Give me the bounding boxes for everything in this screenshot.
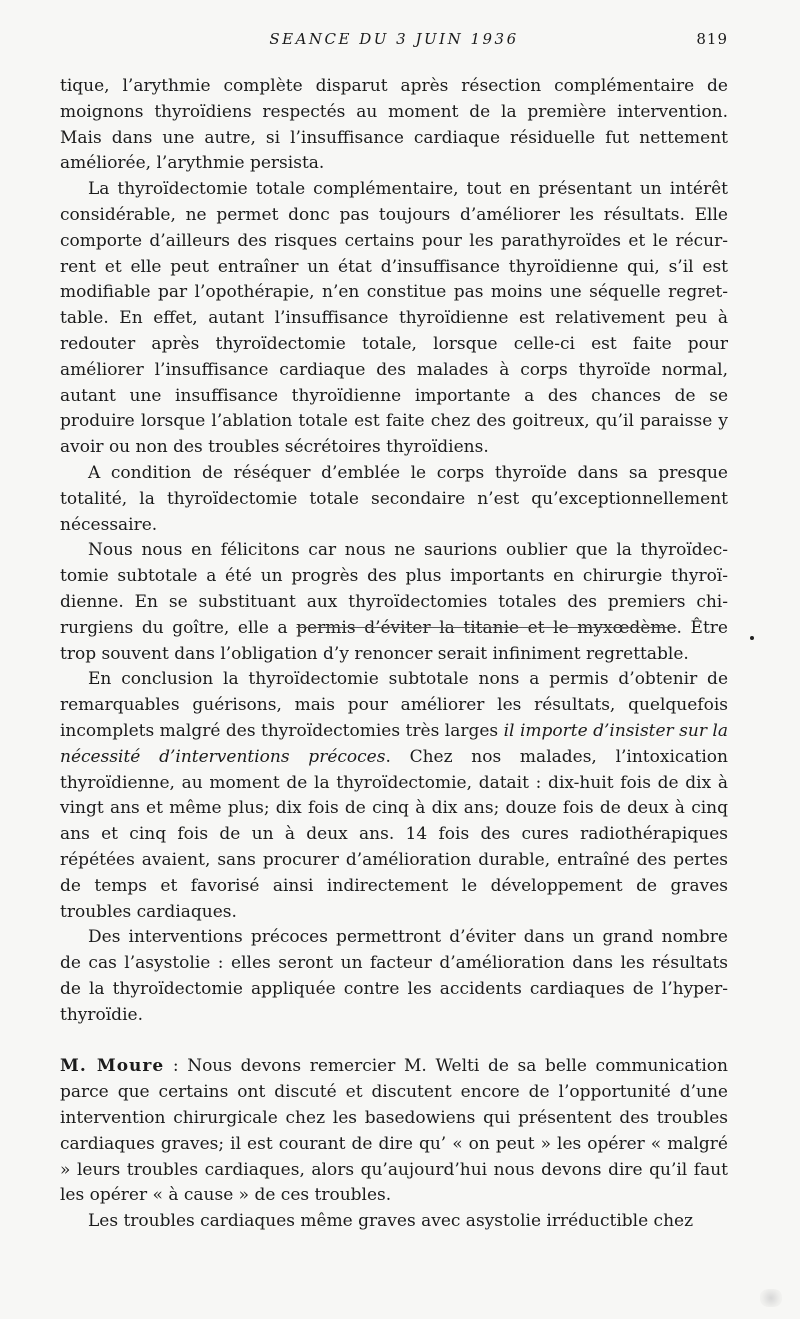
paragraph-2: La thyroïdectomie totale complémentaire, tout en présentant un intérêt considérable, ne permet donc pas toujours d’améliorer les résultats. Elle comporte d’ailleurs des risques certains pour les parathyroïdes et le récurrent et elle peut entraîner un état d’insuffisance thyroïdienne qui, s’il est modifiable par l’opothérapie, n’en constitue pas moins une séquelle regrettable. En effet, autant l’insuffisance thyroïdienne est relativement peu à redouter après thyroïdectomie totale, lorsque celle-ci est faite pour améliorer l’insuffisance cardiaque des malades à corps thyroïde normal, autant une insuffisance thyroïdienne importante a des chances de se produire lorsque l’ablation totale est faite chez des goitreux, qu’il paraisse y avoir ou non des troubles sécrétoires thyroïdiens. (60, 179, 728, 458)
body-text (60, 74, 728, 1235)
paragraph-4-start: Nous nous en félicitons car nous ne saurions oublier que la thyroïdectomie subtotale a été un progrès des plus importants en chirurgie thyroïdienne. En se substituant aux thyroïdectomies totales des premiers chirurgiens du goître, elle a (60, 540, 728, 638)
paragraph-8: Les troubles cardiaques même graves avec asystolie irréductible chez (88, 1211, 694, 1232)
paragraph-4-end: . Être trop souvent dans l’obligation d’y renoncer serait infiniment regrettable. (60, 617, 728, 664)
margin-mark (750, 636, 754, 640)
paragraph-5-start: En conclusion la thyroïdectomie subtotale nons a permis d’obtenir de remarquables guérisons, mais pour améliorer les résultats, quelquefois incomplets malgré des thyroïdectomies très larges (60, 669, 728, 741)
italic-phrase: il importe d’insister sur la nécessité d’interventions précoces (60, 720, 728, 767)
paragraph-5 (60, 667, 728, 925)
paragraph-7-text: : Nous devons remercier M. Welti de sa belle communication parce que certains ont discuté et discutent encore de l’opportunité d’une intervention chirurgicale chez les basedowiens qui présentent des troubles cardiaques graves; il est courant de dire qu’ « on peut » les opérer « malgré » leurs troubles cardiaques, alors qu’aujourd’hui nous devons dire qu’il faut les opérer « à cause » de ces troubles. (60, 1056, 728, 1206)
paragraph-3: A condition de réséquer d’emblée le corps thyroïde dans sa presque totalité, la thyroïdectomie totale secondaire n’est qu’exceptionnellement nécessaire. (60, 462, 728, 535)
speaker-name: M. Moure (60, 1056, 165, 1077)
corner-smudge (760, 1289, 782, 1307)
running-header (60, 30, 728, 56)
struck-phrase: permis d’éviter la titanie et le myxœdème (296, 617, 677, 638)
paragraph-6: Des interventions précoces permettront d’éviter dans un grand nombre de cas l’asystolie : elles seront un facteur d’amélioration dans les résultats de la thyroïdectomie appliquée contre les accidents cardiaques de l’hyperthyroïdie. (60, 927, 728, 1025)
paragraph-5-end: . Chez nos malades, l’intoxication thyroïdienne, au moment de la thyroïdectomie, datait : dix-huit fois de dix à vingt ans et même plus; dix fois de cinq à dix ans; douze fois de deux à cinq ans et cinq fois de un à deux ans. 14 fois des cures radiothérapiques répétées avaient, sans procurer d’amélioration durable, entraîné des pertes de temps et favorisé ainsi indirectement le développement de graves troubles cardiaques. (60, 746, 728, 922)
paragraph-4 (60, 538, 728, 667)
paragraph-7 (60, 1054, 728, 1209)
paragraph-1: tique, l’arythmie complète disparut après résection complémentaire de moignons thyroïdiens respectés au moment de la première intervention. Mais dans une autre, si l’insuffisance cardiaque résiduelle fut nettement améliorée, l’arythmie persista. (60, 76, 728, 174)
page-number: 819 (696, 30, 728, 48)
header-title: SEANCE DU 3 JUIN 1936 (269, 30, 519, 48)
